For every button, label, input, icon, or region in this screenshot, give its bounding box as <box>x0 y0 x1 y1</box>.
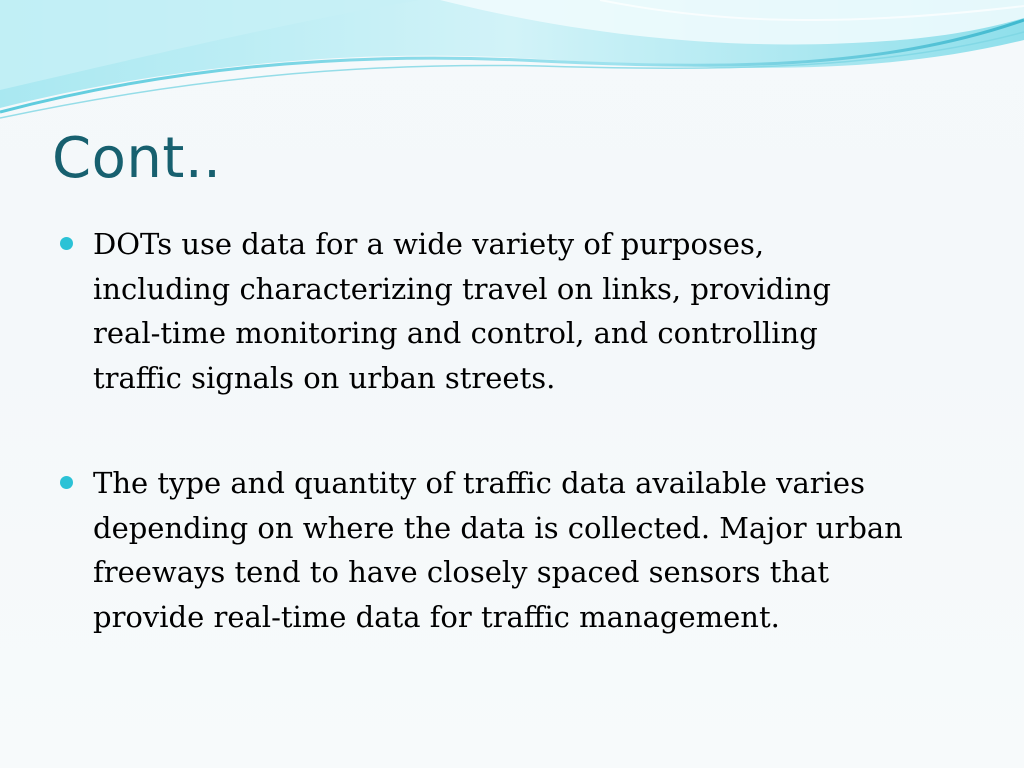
bullet-line: depending on where the data is collected. Major urban <box>93 510 903 545</box>
bullet-item <box>60 222 970 400</box>
slide-title: Cont.. <box>52 126 222 191</box>
header-wave-decoration <box>0 0 1024 130</box>
bullet-line: freeways tend to have closely spaced sensors that <box>93 555 829 589</box>
bullet-line: DOTs use data for a wide variety of purposes, <box>93 227 765 261</box>
bullet-icon <box>60 237 73 250</box>
bullet-line: real-time monitoring and control, and controlling <box>93 316 818 350</box>
bullet-line: The type and quantity of traffic data available varies <box>93 466 865 500</box>
bullet-list <box>60 222 970 639</box>
bullet-line: including characterizing travel on links, providing <box>93 271 831 306</box>
bullet-line: traffic signals on urban streets. <box>93 360 556 395</box>
bullet-item <box>60 461 970 639</box>
bullet-line: provide real-time data for traffic management. <box>93 599 780 634</box>
bullet-icon <box>60 476 73 489</box>
